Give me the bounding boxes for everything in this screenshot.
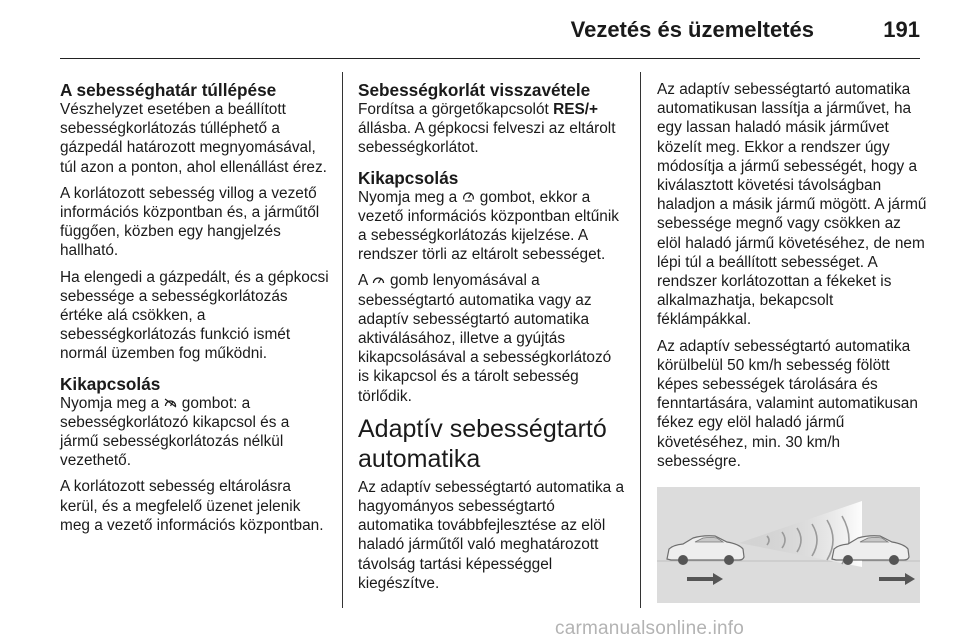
column-1 bbox=[60, 80, 332, 542]
section-heading-deactivation: Kikapcsolás bbox=[60, 373, 161, 394]
speed-limiter-off-icon bbox=[164, 394, 178, 413]
paragraph: A korlátozott sebesség eltárolásra kerül, és a megfelelő üzenet jelenik meg a vezető információs központban. bbox=[60, 478, 324, 534]
control-label-res: RES/+ bbox=[553, 101, 598, 118]
column-2 bbox=[358, 80, 626, 600]
section-heading-adaptive-cruise-control: Adaptív sebességtartó automatika bbox=[358, 414, 607, 473]
cruise-control-icon bbox=[462, 188, 476, 207]
paragraph: A korlátozott sebesség villog a vezető információs központban és, a járműtől függően, közben egy hangjelzés hallható. bbox=[60, 184, 320, 260]
header-divider bbox=[60, 58, 920, 59]
paragraph: Vészhelyzet esetében a beállított sebességkorlátozás túlléphető a gázpedál határozott megnyomásával, túl azon a ponton, ahol ellenállást érez. bbox=[60, 101, 327, 176]
direction-arrows bbox=[687, 573, 915, 585]
paragraph: Nyomja meg a gombot: a sebességkorlátozó kikapcsol és a jármű sebességkorlátozás nélkül vezethető. bbox=[60, 394, 290, 470]
radar-cars-illustration bbox=[657, 487, 920, 603]
section-heading-speed-limit-exceed: A sebességhatár túllépése bbox=[60, 80, 277, 100]
paragraph: Az adaptív sebességtartó automatika körülbelül 50 km/h sebesség fölött képes sebességek tárolására és fenntartására, valamint automatikusan fékez egy elöl haladó jármű követéséhez, min. 30 km/h sebességre. bbox=[657, 337, 918, 470]
column-divider-1 bbox=[342, 72, 343, 608]
paragraph: Fordítsa a görgetőkapcsolót RES/+ állásba. A gépkocsi felveszi az eltárolt sebességkorlátot. bbox=[358, 101, 616, 157]
column-divider-2 bbox=[640, 72, 641, 608]
paragraph: A gomb lenyomásával a sebességtartó automatika vagy az adaptív sebességtartó automatika aktiválásához, illetve a gyújtás kikapcsolásával a sebességkorlátozó is kikapcsol és a tárolt sebesség törlődik. bbox=[358, 272, 612, 405]
paragraph: Az adaptív sebességtartó automatika a hagyományos sebességtartó automatika továbbfejlesztése az elöl haladó járműtől való meghatározott távolság tartási képességgel kiegészítve. bbox=[358, 478, 625, 592]
column-3 bbox=[657, 80, 927, 603]
header-title: Vezetés és üzemeltetés bbox=[570, 17, 814, 42]
paragraph: Nyomja meg a gombot, ekkor a vezető információs központban eltűnik a sebességkorlátozás kijelzése. A rendszer törli az eltárolt sebességet. bbox=[358, 188, 619, 264]
watermark-text: carmanualsonline.info bbox=[555, 618, 745, 639]
section-heading-deactivation: Kikapcsolás bbox=[358, 167, 459, 188]
page-number: 191 bbox=[883, 17, 920, 42]
paragraph: Az adaptív sebességtartó automatika automatikusan lassítja a járművet, ha egy lassan haladó másik járművet közelít meg. Ekkor a rendszer úgy módosítja a jármű sebességét, hogy a kiválasztott követési távolságban haladjon a másik jármű mögött. A jármű sebessége megnő vagy csökken az elöl haladó jármű követéséhez, de nem lépi túl a beállított sebességet. A rendszer korlátozottan a fékeket is alkalmazhatja, bekapcsolt féklámpákkal. bbox=[657, 81, 927, 329]
paragraph: Ha elengedi a gázpedált, és a gépkocsi sebessége a sebességkorlátozás értéke alá csökken, a sebességkorlátozás funkció ismét normál üzemben fog működni. bbox=[60, 268, 329, 363]
page-header bbox=[60, 0, 920, 58]
section-heading-resume-speed-limit: Sebességkorlát visszavétele bbox=[358, 80, 591, 100]
adaptive-cruise-illustration bbox=[657, 487, 920, 603]
speed-limiter-icon bbox=[372, 271, 386, 290]
